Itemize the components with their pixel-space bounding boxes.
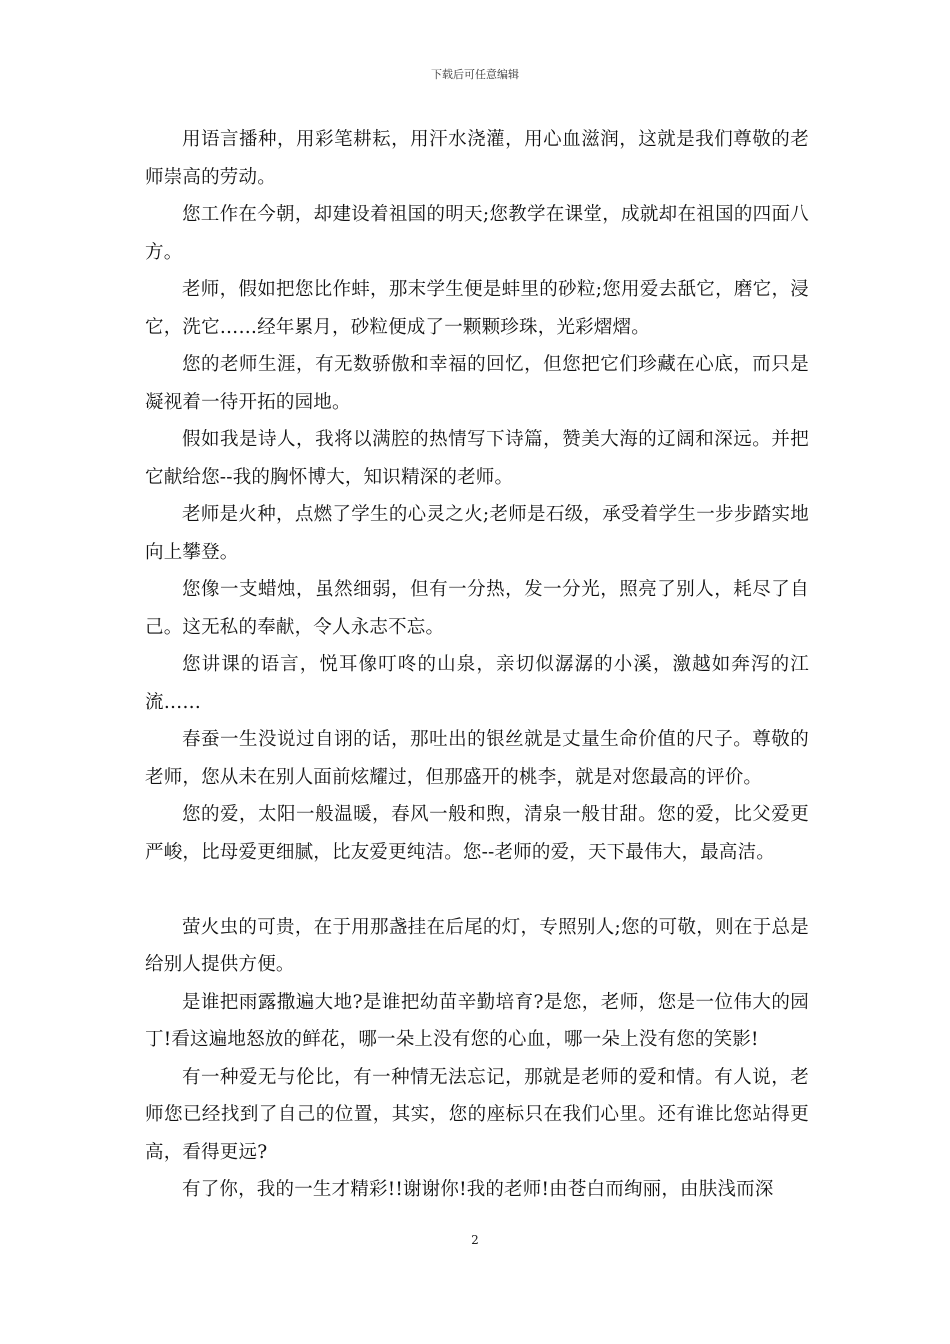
paragraph: 是谁把雨露撒遍大地?是谁把幼苗辛勤培育?是您，老师，您是一位伟大的园丁!看这遍地怒放的鲜花，哪一朵上没有您的心血，哪一朵上没有您的笑影!	[145, 991, 809, 1050]
paragraph: 春蚕一生没说过自诩的话，那吐出的银丝就是丈量生命价值的尺子。尊敬的老师，您从未在别人面前炫耀过，但那盛开的桃李，就是对您最高的评价。	[145, 729, 809, 788]
document-body	[145, 121, 809, 1209]
paragraph: 用语言播种，用彩笔耕耘，用汗水浇灌，用心血滋润，这就是我们尊敬的老师崇高的劳动。	[145, 129, 809, 188]
paragraph: 您讲课的语言，悦耳像叮咚的山泉，亲切似潺潺的小溪，激越如奔泻的江流……	[145, 654, 809, 713]
paragraph: 有了你，我的一生才精彩!!谢谢你!我的老师!由苍白而绚丽，由肤浅而深	[182, 1179, 774, 1200]
paragraph: 您的爱，太阳一般温暖，春风一般和煦，清泉一般甘甜。您的爱，比父爱更严峻，比母爱更细腻，比友爱更纯洁。您--老师的爱，天下最伟大，最高洁。	[145, 804, 809, 863]
paragraph: 假如我是诗人，我将以满腔的热情写下诗篇，赞美大海的辽阔和深远。并把它献给您--我的胸怀博大，知识精深的老师。	[145, 429, 809, 488]
page-header-note: 下载后可任意编辑	[431, 68, 519, 81]
paragraph: 您工作在今朝，却建设着祖国的明天;您教学在课堂，成就却在祖国的四面八方。	[145, 204, 809, 263]
paragraph: 有一种爱无与伦比，有一种情无法忘记，那就是老师的爱和情。有人说，老师您已经找到了自己的位置，其实，您的座标只在我们心里。还有谁比您站得更高，看得更远?	[145, 1066, 809, 1163]
paragraph: 您像一支蜡烛，虽然细弱，但有一分热，发一分光，照亮了别人，耗尽了自己。这无私的奉献，令人永志不忘。	[145, 579, 809, 638]
page-number: 2	[471, 1233, 479, 1247]
paragraph: 您的老师生涯，有无数骄傲和幸福的回忆，但您把它们珍藏在心底，而只是凝视着一待开拓的园地。	[145, 354, 809, 413]
paragraph: 老师是火种，点燃了学生的心灵之火;老师是石级，承受着学生一步步踏实地向上攀登。	[145, 504, 809, 563]
paragraph: 萤火虫的可贵，在于用那盏挂在后尾的灯，专照别人;您的可敬，则在于总是给别人提供方便。	[145, 916, 809, 975]
paragraph: 老师，假如把您比作蚌，那末学生便是蚌里的砂粒;您用爱去舐它，磨它，浸它，洗它……经年累月，砂粒便成了一颗颗珍珠，光彩熠熠。	[145, 279, 809, 338]
